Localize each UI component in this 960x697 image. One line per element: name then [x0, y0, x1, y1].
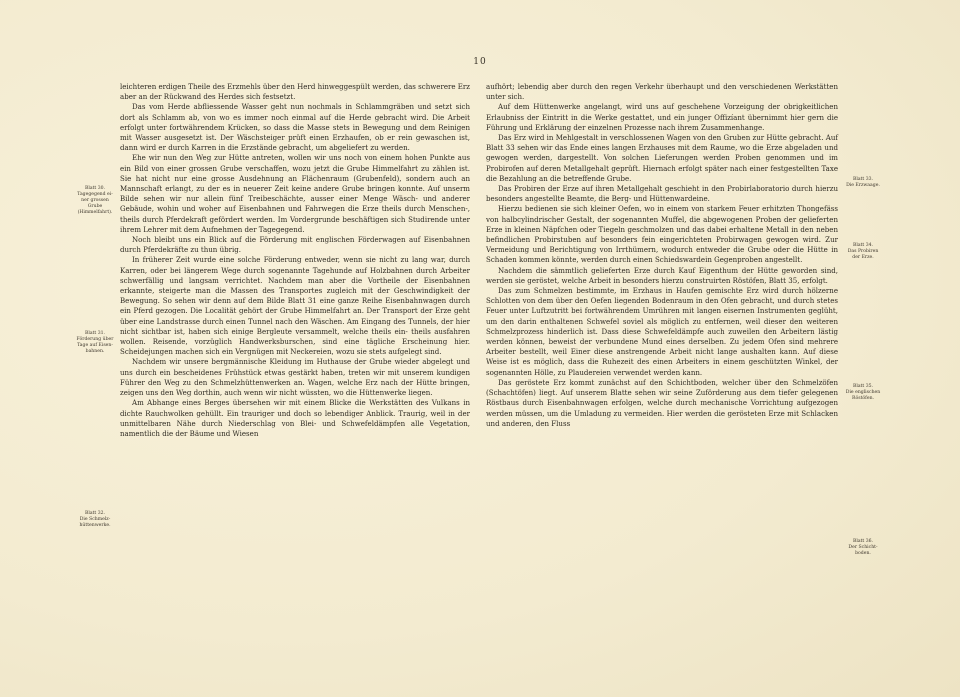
paragraph: Auf dem Hüttenwerke angelangt, wird uns auf geschehene Vorzeigung der obrigkeitlichen Erlaubniss der Eintritt in die Werke gestattet, und ein junger Offizíant übernimmt hier gern die Führung und Erklärung der einzelnen Prozesse nach ihrem Zusammenhange.	[486, 102, 838, 132]
margin-note-line: Blatt 30.	[84, 186, 106, 191]
margin-note-blatt-32	[72, 511, 118, 529]
margin-note-line: Tage auf Eisen-	[77, 343, 113, 348]
paragraph: leichteren erdigen Theile des Erzmehls über den Herd hinweggespült werden, das schwerere Erz aber an der Rückwand des Herdes sich festsetzt.	[120, 82, 470, 102]
margin-note-blatt-30	[72, 186, 118, 216]
margin-note-line: Die Erzwaage.	[846, 183, 880, 188]
paragraph: Das geröstete Erz kommt zunächst auf den Schichtboden, welcher über den Schmelzöfen (Schachtöfen) liegt. Auf unserem Blatte sehen wir seine Zuförderung aus dem tiefer gelegenen Röstbaus durch Eisenbahnwagen erfolgen, welche durch mechanische Vorrichtung aufgezogen werden müssen, um die Umladung zu vermeiden. Hier werden die gerösteten Erze mit Schlacken und anderen, den Fluss	[486, 377, 838, 428]
paragraph: Hierzu bedienen sie sich kleiner Oefen, wo in einem von starkem Feuer erhitzten Thongefäss von halbcylindrischer Gestalt, der sogenannten Muffel, die abgewogenen Proben der gelieferten Erze in kleinen Näpfchen oder Tiegeln geschmolzen und das dabei erhaltene Metall in den neben befindlichen Probirstuben auf besonders fein eingerichteten Probirwagen gewogen wird. Zur Vermeidung und Berichtigung von Irrthümern, wodurch entweder die Grube oder die Hütte in Schaden kommen könnte, werden durch einen Schiedswardein Gegenproben angestellt.	[486, 204, 838, 265]
margin-note-blatt-35	[842, 384, 884, 402]
paragraph: In früherer Zeit wurde eine solche Förderung entweder, wenn sie nicht zu lang war, durch Karren, oder bei längerem Wege durch sogenannte Tagehunde auf Holzbahnen durch Arbeiter schwerfällig und langsam verrichtet. Nachdem man aber die Vortheile der Eisenbahnen erkannte, steigerte man die Massen des Transportes zugleich mit der Geschwindigkeit der Bewegung. So sehen wir denn auf dem Bilde Blatt 31 eine ganze Reihe Eisenbahnwagen durch ein Pferd gezogen. Die Localität gehört der Grube Himmelfahrt an. Der Transport der Erze geht über eine Landstrasse durch einen Tunnel nach den Wäschen. Am Eingang des Tunnels, der hier nicht sichtbar ist, haben sich einige Bergleute versammelt, welche theils ein- theils ausfahren wollen. Reisende, vorzüglich Handwerksburschen, sind eine tägliche Erscheinung hier. Scheidejungen machen sich ein Vergnügen mit Neckereien, wozu sie stets aufgelegt sind.	[120, 255, 470, 357]
margin-note-blatt-31	[72, 331, 118, 355]
margin-note-line: Die englischen	[845, 390, 881, 395]
margin-note-line: Blatt 33.	[852, 177, 874, 182]
paragraph: Das Erz wird in Mehlgestalt in verschlossenen Wagen von den Gruben zur Hütte gebracht. Auf Blatt 33 sehen wir das Ende eines langen Erzhauses mit dem Raume, wo die Erze abgeladen und gewogen werden, dargestellt. Von solchen Lieferungen werden Proben genommen und im Probirofen auf deren Metallgehalt geprüft. Hiernach erfolgt später nach einer festgestellten Taxe die Bezahlung an die betreffende Grube.	[486, 133, 838, 183]
margin-note-line: Das Probiren	[847, 249, 879, 254]
margin-note-line: Blatt 34.	[852, 243, 874, 248]
margin-note-line: (Himmelfahrt).	[77, 210, 113, 215]
right-text-column	[486, 82, 838, 429]
margin-note-line: Blatt 32.	[84, 511, 106, 516]
margin-note-line: bahnen.	[85, 349, 105, 354]
margin-note-line: Förderung über	[76, 337, 114, 342]
margin-note-line: Grube	[87, 204, 103, 209]
page-number: 10	[473, 57, 487, 67]
margin-note-line: Blatt 35.	[852, 384, 874, 389]
left-text-column	[120, 82, 470, 439]
paragraph: Das Probiren der Erze auf ihren Metallgehalt geschieht in den Probirlaboratorio durch hierzu besonders angestellte Beamte, die Berg- und Hüttenwardeine.	[486, 184, 838, 204]
margin-note-line: Blatt 31.	[84, 331, 106, 336]
paragraph: Am Abhange eines Berges übersehen wir mit einem Blicke die Werkstätten des Vulkans in dichte Rauchwolken gehüllt. Ein trauriger und doch so lebendiger Anblick. Traurig, weil in der unmittelbaren Nähe durch Niederschlag von Blei- und Schwefeldämpfen alle Vegetation, namentlich die der Bäume und Wiesen	[120, 398, 470, 438]
margin-note-line: der Erze.	[852, 255, 874, 260]
margin-note-line: boden.	[855, 551, 871, 556]
margin-note-line: Die Schmelz-	[79, 517, 111, 522]
paragraph: Das vom Herde abfliessende Wasser geht nun nochmals in Schlammgräben und setzt sich dort als Schlamm ab, von wo es immer noch einmal auf die Herde gebracht wird. Die Arbeit erfolgt unter fortwährendem Krücken, so dass die Masse stets in Bewegung und dem Reinigen mit Wasser ausgesetzt ist. Der Wäschsteiger prüft einen Erzhaufen, ob er rein gewaschen ist, dann wird er durch Karren in die Erzstände gebracht, um abgeliefert zu werden.	[120, 102, 470, 153]
paragraph: Noch bleibt uns ein Blick auf die Förderung mit englischen Förderwagen auf Eisenbahnen durch Pferdekräfte zu thun übrig.	[120, 235, 470, 255]
margin-note-line: Der Schicht-	[848, 545, 878, 550]
paragraph: Ehe wir nun den Weg zur Hütte antreten, wollen wir uns noch von einem hohen Punkte aus ein Bild von einer grossen Grube verschaffen, wozu jetzt die Grube Himmelfahrt zu zählen ist. Sie hat nicht nur eine grosse Ausdehnung an Flächenraum (Grubenfeld), sondern auch an Mannschaft erlangt, zu der es in neuerer Zeit keine andere Grube bringen konnte. Auf unserm Bilde sehen wir nur allein fünf Treibeschächte, ausser einer Menge Wäsch- und anderer Gebäude, wohin und woher auf Eisenbahnen und Fahrwegen die Erze theils durch Menschen-, theils durch Pferdekraft gefördert werden. Im Vordergrunde beschäftigen sich Studirende unter ihrem Lehrer mit dem Aufnehmen der Tagegegend.	[120, 153, 470, 234]
margin-note-line: ner grossen	[81, 198, 109, 203]
paragraph: Nachdem die sämmtlich gelieferten Erze durch Kauf Eigenthum der Hütte geworden sind, werden sie geröstet, welche Arbeit in besonders hierzu construirten Röstöfen, Blatt 35, erfolgt.	[486, 265, 838, 285]
paragraph: Nachdem wir unsere bergmännische Kleidung im Huthause der Grube wieder abgelegt und uns durch ein bescheidenes Frühstück etwas gestärkt haben, treten wir mit unserem kundigen Führer den Weg zu den Schmelzhüttenwerken an. Wagen, welche Erz nach der Hütte bringen, zeigen uns den Weg dorthin, auch wenn wir nicht wüssten, wo die Hüttenwerke liegen.	[120, 357, 470, 398]
paragraph: aufhört; lebendig aber durch den regen Verkehr überhaupt und den verschiedenen Werkstätten unter sich.	[486, 82, 838, 102]
margin-note-blatt-36	[842, 539, 884, 557]
margin-note-line: Blatt 36.	[852, 539, 874, 544]
margin-note-line: hüttenwerke.	[79, 523, 111, 528]
margin-note-line: Röstöfen.	[851, 396, 875, 401]
margin-note-blatt-33	[842, 177, 884, 189]
margin-note-blatt-34	[842, 243, 884, 261]
paragraph: Das zum Schmelzen bestimmte, im Erzhaus in Haufen gemischte Erz wird durch hölzerne Schlotten von dem über den Oefen liegenden Bodenraum in den Ofen gebracht, und durch stetes Feuer unter Luftzutritt bei fortwährendem Umrühren mit langen eisernen Instrumenten geglüht, um den darin enthaltenen Schwefel soviel als möglich zu entfernen, weil dieser den weiteren Schmelzprozess hinderlich ist. Dass diese Schwefeldämpfe auch zuweilen den Arbeitern lästig werden können, beweist der verbundene Mund eines derselben. Zu jedem Ofen sind mehrere Arbeiter bestellt, weil Einer diese anstrengende Arbeit nicht lange aushalten kann. Auf diese Weise ist es möglich, dass die Ruhezeit des einen Arbeiters in einem geschützten Winkel, der sogenannten Hölle, zu Plaudereien verwendet werden kann.	[486, 286, 838, 377]
margin-note-line: Tagegegend ei-	[77, 192, 113, 197]
